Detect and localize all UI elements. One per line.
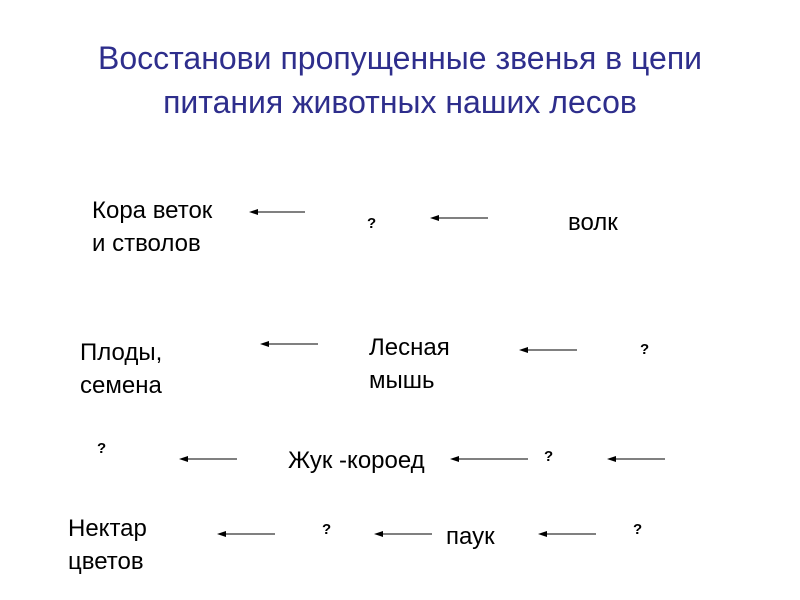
food-nectar-line-2: цветов <box>68 548 144 575</box>
missing-link-row1: ? <box>367 215 377 232</box>
arrow-row4-b <box>374 531 432 537</box>
food-bark-line-1: Кора веток <box>92 197 213 224</box>
arrow-row4-c <box>538 531 596 537</box>
missing-link-row2: ? <box>640 341 650 358</box>
missing-link-row4-right: ? <box>633 521 643 538</box>
arrow-row1-b <box>430 215 488 221</box>
food-fruits-line-1: Плоды, <box>80 339 163 366</box>
missing-link-row3-left: ? <box>97 440 107 457</box>
arrow-row2-b <box>519 347 577 353</box>
title-line-1: Восстанови пропущенные звенья в цепи <box>97 40 703 76</box>
arrow-row3-b <box>450 456 528 462</box>
food-fruits-line-2: семена <box>80 372 162 399</box>
forest-mouse-line-1: Лесная <box>369 334 450 361</box>
title-line-2: питания животных наших лесов <box>163 84 637 120</box>
arrow-row2-a <box>260 341 318 347</box>
animal-bark-beetle: Жук -короед <box>288 447 425 474</box>
animal-spider: паук <box>446 523 495 550</box>
animal-wolf: волк <box>568 209 618 236</box>
arrow-row4-a <box>217 531 275 537</box>
arrow-row3-a <box>179 456 237 462</box>
missing-link-row4-left: ? <box>322 521 332 538</box>
food-nectar-line-1: Нектар <box>68 515 147 542</box>
forest-mouse-line-2: мышь <box>369 367 435 394</box>
food-bark-line-2: и стволов <box>92 230 201 257</box>
arrow-row3-c <box>607 456 665 462</box>
arrow-row1-a <box>249 209 305 215</box>
missing-link-row3-right: ? <box>544 448 554 465</box>
